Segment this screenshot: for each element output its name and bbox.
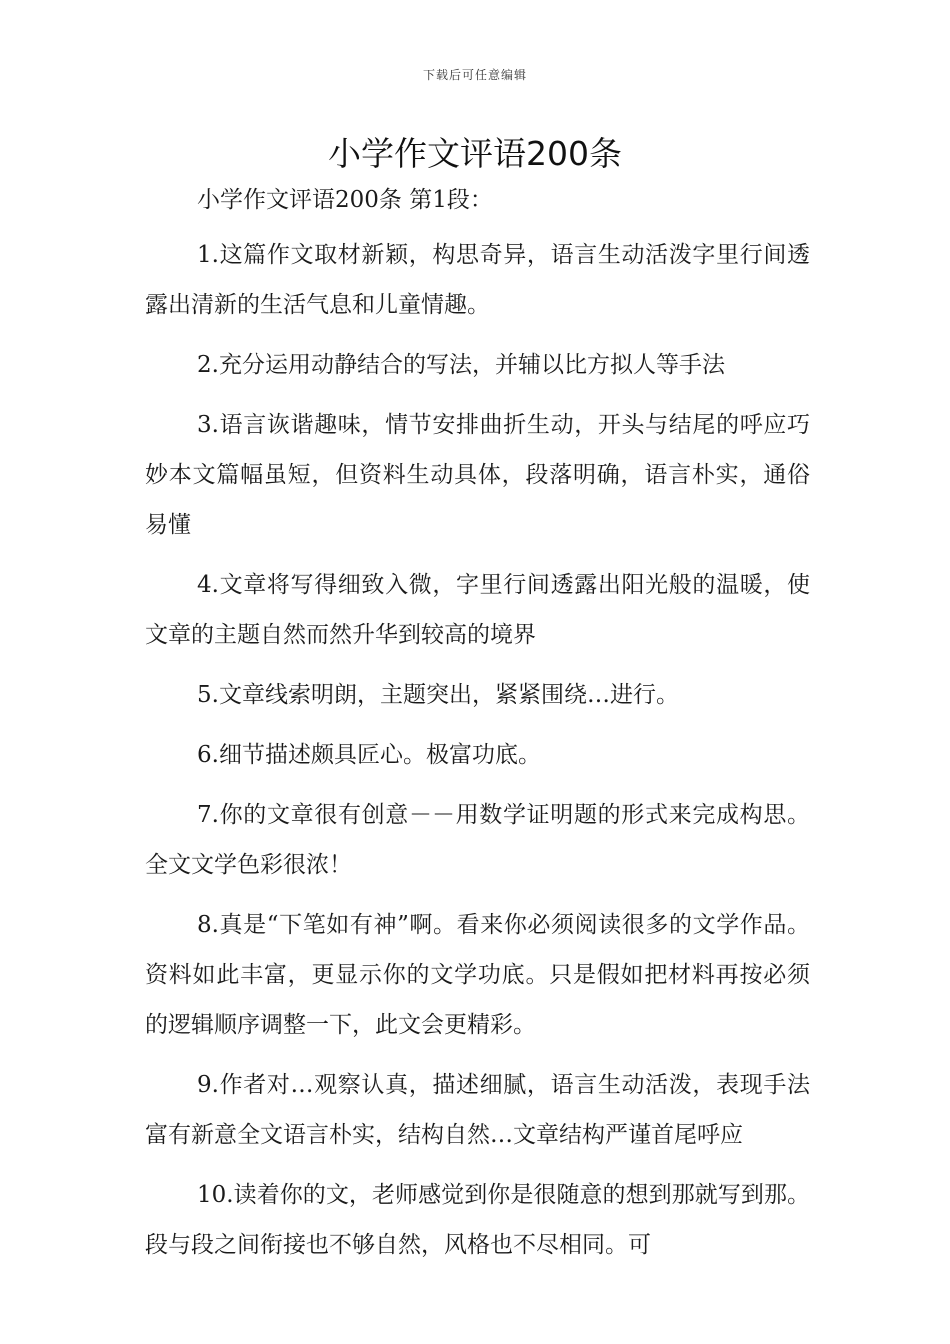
comment-item-5: 5.文章线索明朗，主题突出，紧紧围绕…进行。 xyxy=(197,682,679,708)
header-note: 下载后可任意编辑 xyxy=(422,68,527,82)
comment-item-8: 8.真是“下笔如有神”啊。看来你必须阅读很多的文学作品。资料如此丰富，更显示你的文学功底。只是假如把材料再按必须的逻辑顺序调整一下，此文会更精彩。 xyxy=(145,912,810,1038)
comment-item-4: 4.文章将写得细致入微，字里行间透露出阳光般的温暖，使文章的主题自然而然升华到较高的境界 xyxy=(145,572,810,648)
comment-item-6: 6.细节描述颇具匠心。极富功底。 xyxy=(197,742,541,768)
comment-item-3: 3.语言诙谐趣味，情节安排曲折生动，开头与结尾的呼应巧妙本文篇幅虽短，但资料生动具体，段落明确，语言朴实，通俗易懂 xyxy=(145,412,810,538)
comment-item-10: 10.读着你的文，老师感觉到你是很随意的想到那就写到那。段与段之间衔接也不够自然，风格也不尽相同。可 xyxy=(145,1182,810,1258)
comment-item-1: 1.这篇作文取材新颖，构思奇异，语言生动活泼字里行间透露出清新的生活气息和儿童情趣。 xyxy=(145,242,810,318)
section-subtitle: 小学作文评语200条 第1段： xyxy=(197,187,493,213)
comment-item-9: 9.作者对…观察认真，描述细腻，语言生动活泼，表现手法富有新意全文语言朴实，结构自然…文章结构严谨首尾呼应 xyxy=(145,1072,810,1148)
document-body xyxy=(145,180,810,1270)
page-title: 小学作文评语200条 xyxy=(328,134,622,173)
comment-item-7: 7.你的文章很有创意－－用数学证明题的形式来完成构思。全文文学色彩很浓！ xyxy=(145,802,810,878)
comment-item-2: 2.充分运用动静结合的写法，并辅以比方拟人等手法 xyxy=(197,352,725,378)
